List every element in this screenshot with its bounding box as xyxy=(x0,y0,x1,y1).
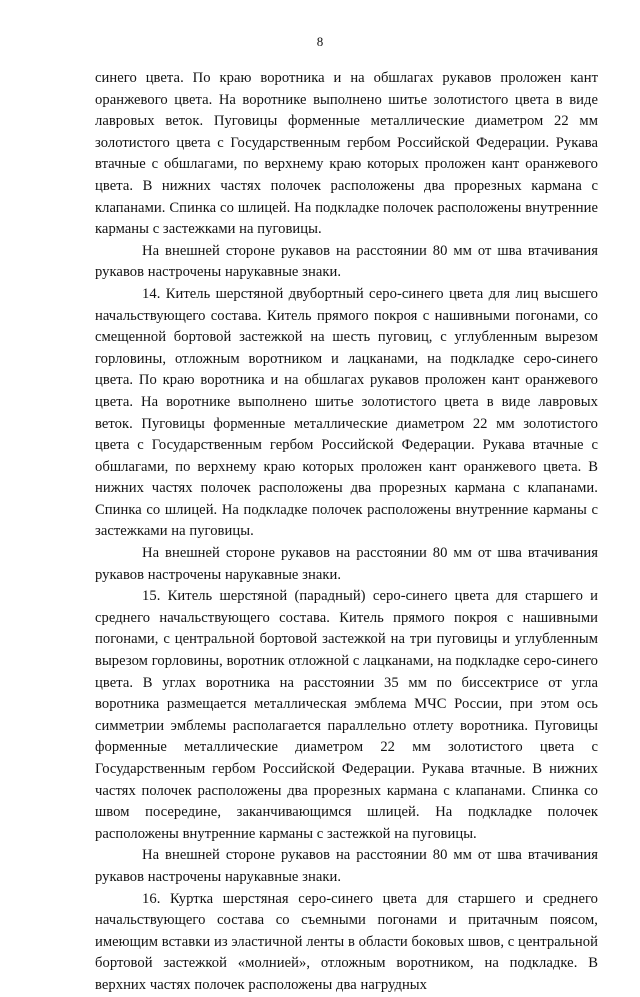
paragraph-14-sleeve-insignia: На внешней стороне рукавов на расстоянии 80 мм от шва втачивания рукавов настрочены нарукавные знаки. xyxy=(95,545,598,583)
paragraph-15-sleeve-insignia: На внешней стороне рукавов на расстоянии 80 мм от шва втачивания рукавов настрочены нарукавные знаки. xyxy=(95,847,598,885)
paragraph-13-continuation: синего цвета. По краю воротника и на обшлагах рукавов проложен кант оранжевого цвета. На воротнике выполнено шитье золотистого цвета в виде лавровых веток. Пуговицы форменные металлические диаметром 22 мм золотистого цвета с Государственным гербом Российской Федерации. Рукава втачные с обшлагами, по верхнему краю которых проложен кант оранжевого цвета. В нижних частях полочек расположены два прорезных кармана с клапанами. Спинка со шлицей. На подкладке полочек расположены внутренние карманы с застежками на пуговицы. xyxy=(95,70,598,238)
paragraph-14: 14. Китель шерстяной двубортный серо-синего цвета для лиц высшего начальствующего состава. Китель прямого покроя с нашивными погонами, со смещенной бортовой застежкой на шесть пуговиц, с углубленным вырезом горловины, отложным воротником и лацканами, на подкладке серо-синего цвета. По краю воротника и на обшлагах рукавов проложен кант оранжевого цвета. На воротнике выполнено шитье золотистого цвета в виде лавровых веток. Пуговицы форменные металлические диаметром 22 мм золотистого цвета с Государственным гербом Российской Федерации. Рукава втачные с обшлагами, по верхнему краю которых проложен кант оранжевого цвета. В нижних частях полочек расположены два прорезных кармана с клапанами. Спинка со шлицей. На подкладке полочек расположены внутренние карманы с застежками на пуговицы. xyxy=(95,285,598,540)
paragraph-15: 15. Китель шерстяной (парадный) серо-синего цвета для старшего и среднего начальствующего состава. Китель прямого покроя с нашивными погонами, с центральной бортовой застежкой на три пуговицы и углубленным вырезом горловины, воротник отложной с лацканами, на подкладке серо-синего цвета. В углах воротника на расстоянии 35 мм по биссектрисе от угла воротника размещается металлическая эмблема МЧС России, при этом ось симметрии эмблемы располагается параллельно отлету воротника. Пуговицы форменные металлические диаметром 22 мм золотистого цвета с Государственным гербом Российской Федерации. Рукава втачные. В нижних частях полочек расположены два прорезных кармана с клапанами. Спинка со швом посередине, заканчивающимся шлицей. На подкладке полочек расположены внутренние карманы с застежкой на пуговицы. xyxy=(95,588,598,842)
paragraph-13-sleeve-insignia: На внешней стороне рукавов на расстоянии 80 мм от шва втачивания рукавов настрочены нарукавные знаки. xyxy=(95,242,598,281)
page-number: 8 xyxy=(316,34,324,49)
paragraph-16: 16. Куртка шерстяная серо-синего цвета для старшего и среднего начальствующего состава со съемными погонами и притачным поясом, имеющим вставки из эластичной ленты в области боковых швов, с центральной бортовой застежкой «молнией», отложным воротником, на подкладке. В верхних частях полочек расположены два нагрудных xyxy=(95,890,598,993)
document-body xyxy=(95,68,598,997)
